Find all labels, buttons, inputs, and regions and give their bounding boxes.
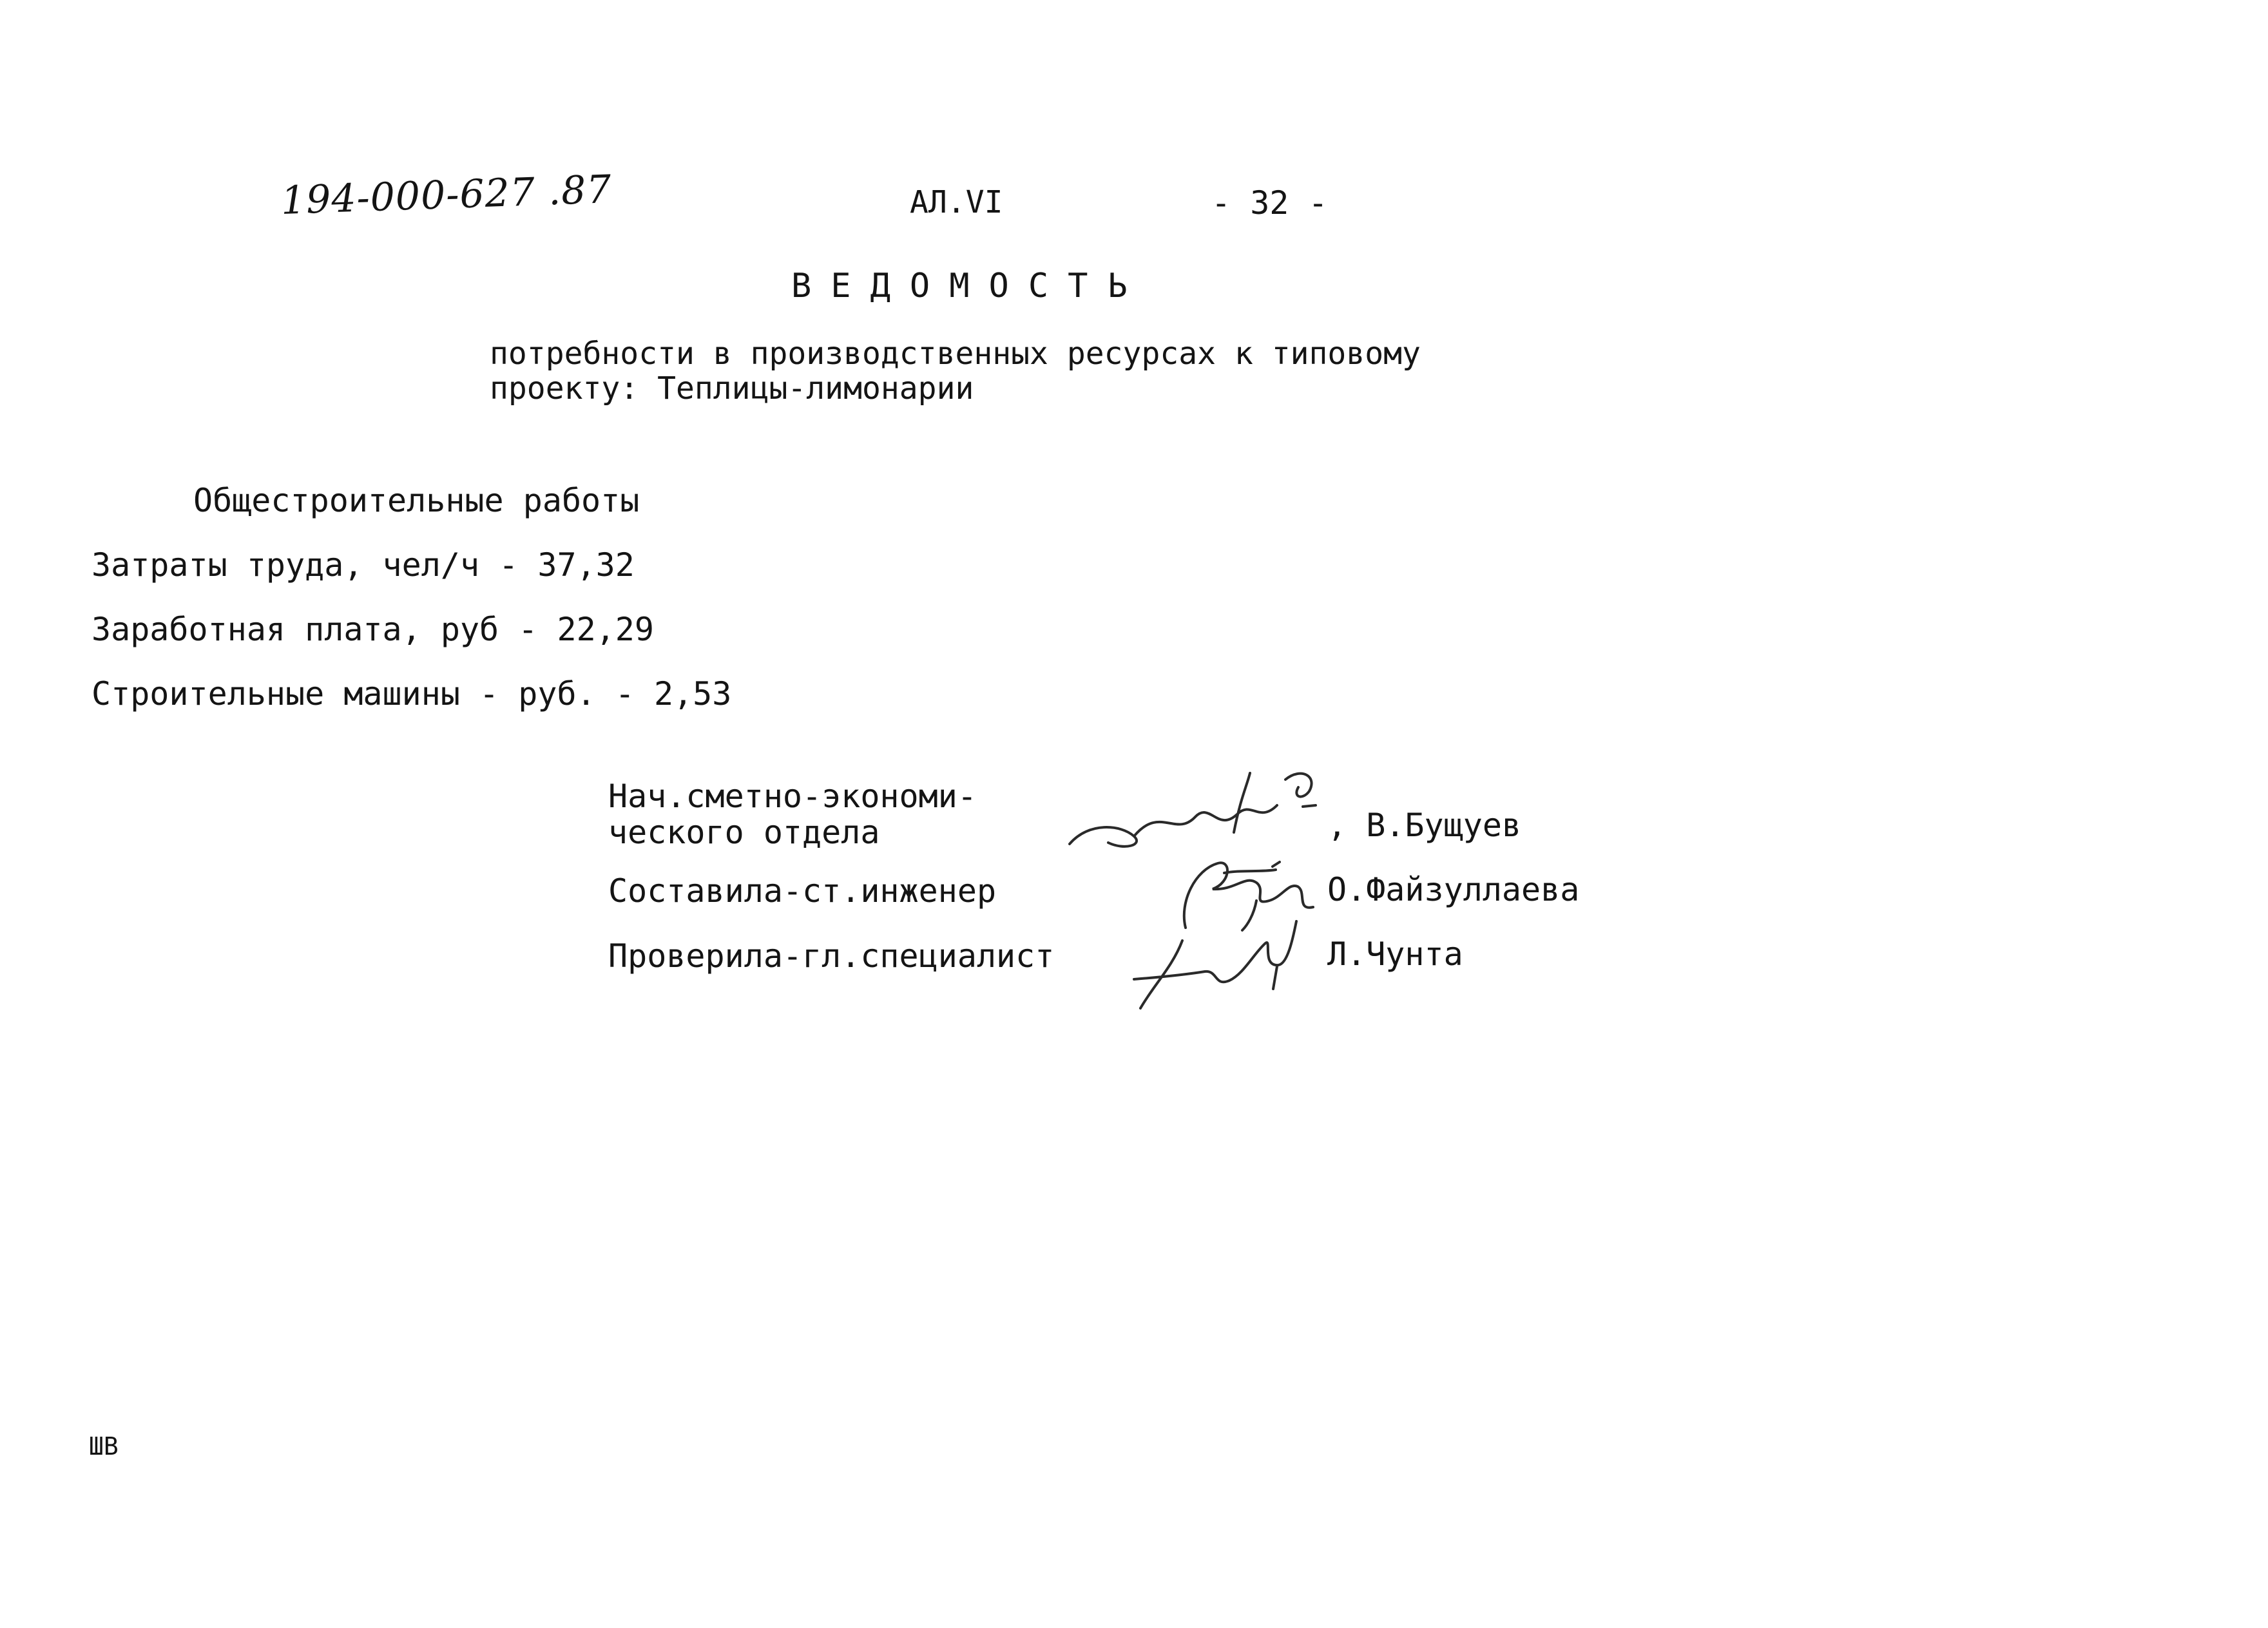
- signatory-name-2: О.Файзуллаева: [1327, 871, 1580, 908]
- wages-line: Заработная плата, руб - 22,29: [91, 611, 654, 648]
- signatory-name-1: , В.Бущуев: [1327, 807, 1522, 844]
- document-subtitle: потребности в производственных ресурсах к типовому проекту: Теплицы-лимонарии: [490, 336, 1421, 407]
- document-title: ВЕДОМОСТЬ: [791, 267, 1147, 305]
- signatory-position-3: Проверила-гл.специалист: [608, 937, 1055, 975]
- signatory-name-3: Л.Чунта: [1327, 935, 1463, 973]
- handwritten-signature-3: [1128, 915, 1302, 1011]
- signatory-position-1: Нач.сметно-экономи- ческого отдела: [608, 778, 977, 851]
- labor-cost-line: Затраты труда, чел/ч - 37,32: [91, 546, 635, 584]
- page-number: - 32 -: [1211, 184, 1328, 222]
- sheet-label: АЛ.VI: [910, 184, 1003, 220]
- document-code: 194-000-627 .87: [280, 167, 613, 224]
- footer-mark: ШВ: [89, 1432, 119, 1460]
- machines-line: Строительные машины - руб. - 2,53: [91, 675, 732, 713]
- section-heading: Общестроительные работы: [193, 482, 640, 519]
- signatory-position-2: Составила-ст.инженер: [608, 872, 997, 910]
